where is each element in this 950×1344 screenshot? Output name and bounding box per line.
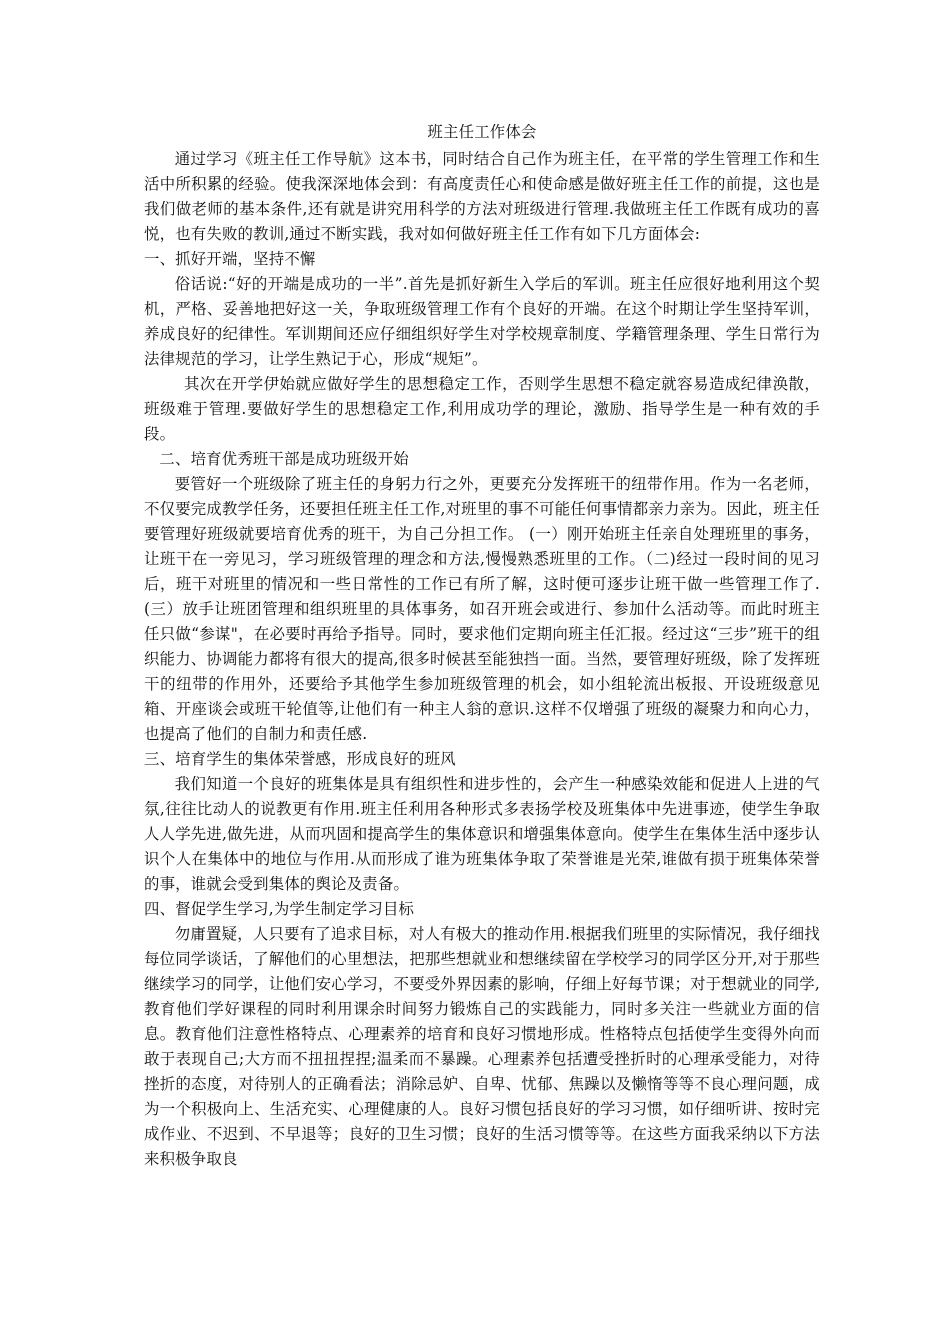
section-3-heading: 三、培育学生的集体荣誉感，形成良好的班风 [144,750,456,768]
document-page [144,120,820,1172]
section-1-heading: 一、抓好开端，坚持不懈 [144,250,316,268]
section-3-paragraph-1: 我们知道一个良好的班集体是具有组织性和进步性的，会产生一种感染效能和促进人上进的气氛,往往比动人的说教更有作用.班主任利用各种形式多表扬学校及班集体中先进事迹，使学生争取人人学先进,做先进，从而巩固和提高学生的集体意识和增强集体意向。使学生在集体生活中逐步认识个人在集体中的地位与作用.从而形成了谁为班集体争取了荣誉谁是光荣,谁做有损于班集体荣誉的事，谁就会受到集体的舆论及责备。 [144,775,820,893]
section-2-paragraph-1: 要管好一个班级除了班主任的身躬力行之外，更要充分发挥班干的纽带作用。作为一名老师，不仅要完成教学任务，还要担任班主任工作,对班里的事不可能任何事情都亲力亲为。因此，班主任要管理好班级就要培育优秀的班干，为自己分担工作。 (一）刚开始班主任亲自处理班里的事务，让班干在一旁见习，学习班级管理的理念和方法,慢慢熟悉班里的工作。（二)经过一段时间的见习后，班干对班里的情况和一些日常性的工作已有所了解，这时便可逐步让班干做一些管理工作了.(三）放手让班团管理和组织班里的具体事务，如召开班会或进行、参加什么活动等。而此时班主任只做“参谋"，在必要时再给予指导。同时，要求他们定期向班主任汇报。经过这“三步”班干的组织能力、协调能力都将有很大的提高,很多时候甚至能独挡一面。当然，要管理好班级，除了发挥班干的纽带的作用外，还要给予其他学生参加班级管理的机会，如小组轮流出板报、开设班级意见箱、开座谈会或班干轮值等,让他们有一种主人翁的意识.这样不仅增强了班级的凝聚力和向心力，也提高了他们的自制力和责任感. [144,475,820,743]
section-4-heading: 四、督促学生学习,为学生制定学习目标 [144,900,415,918]
section-2-heading: 二、培育优秀班干部是成功班级开始 [159,450,409,468]
document-title: 班主任工作体会 [427,123,537,141]
intro-paragraph: 通过学习《班主任工作导航》这本书，同时结合自己作为班主任，在平常的学生管理工作和生活中所积累的经验。使我深深地体会到：有高度责任心和使命感是做好班主任工作的前提，这也是我们做老师的基本条件,还有就是讲究用科学的方法对班级进行管理.我做班主任工作既有成功的喜悦，也有失败的教训,通过不断实践，我对如何做好班主任工作有如下几方面体会: [144,150,820,243]
section-1-paragraph-2: 其次在开学伊始就应做好学生的思想稳定工作，否则学生思想不稳定就容易造成纪律涣散，班级难于管理.要做好学生的思想稳定工作,利用成功学的理论，激励、指导学生是一种有效的手段。 [144,375,820,443]
section-1-paragraph-1: 俗话说:“好的开端是成功的一半”.首先是抓好新生入学后的军训。班主任应很好地利用这个契机，严格、妥善地把好这一关，争取班级管理工作有个良好的开端。在这个时期让学生坚持军训，养成良好的纪律性。军训期间还应仔细组织好学生对学校规章制度、学籍管理条理、学生日常行为法律规范的学习，让学生熟记于心，形成“规矩”。 [144,275,820,368]
section-4-paragraph-1: 勿庸置疑，人只要有了追求目标，对人有极大的推动作用.根据我们班里的实际情况，我仔细找每位同学谈话，了解他们的心里想法，把那些想就业和想继续留在学校学习的同学区分开,对于那些继续学习的同学，让他们安心学习，不要受外界因素的影响，仔细上好每节课；对于想就业的同学,教育他们学好课程的同时利用课余时间努力锻炼自己的实践能力，同时多关注一些就业方面的信息。教育他们注意性格特点、心理素养的培育和良好习惯地形成。性格特点包括使学生变得外向而敢于表现自己;大方而不扭扭捏捏;温柔而不暴躁。心理素养包括遭受挫折时的心理承受能力，对待挫折的态度，对待别人的正确看法；消除忌妒、自卑、忧郁、焦躁以及懒惰等等不良心理问题，成为一个积极向上、生活充实、心理健康的人。良好习惯包括良好的学习习惯，如仔细听讲、按时完成作业、不迟到、不早退等；良好的卫生习惯；良好的生活习惯等等。在这些方面我采纳以下方法来积极争取良 [144,925,820,1168]
